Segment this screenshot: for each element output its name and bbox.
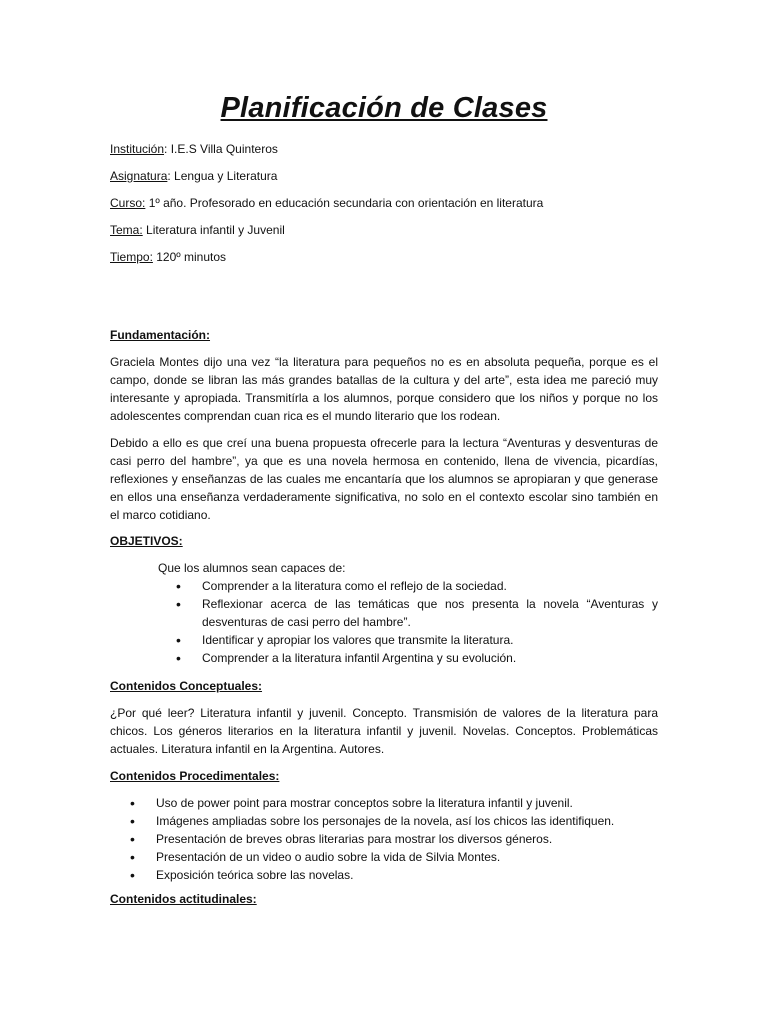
list-item xyxy=(130,866,658,884)
list-item xyxy=(130,794,658,812)
bullet-icon: • xyxy=(176,596,181,612)
contenidos-conceptuales-text: ¿Por qué leer? Literatura infantil y juvenil. Concepto. Transmisión de valores de la literatura para chicos. Los géneros literarios en la literatura infantil y juvenil. Novelas. Conceptos. Problemáticas actuales. Literatura infantil en la Argentina. Autores. xyxy=(110,706,658,756)
list-item xyxy=(130,830,658,848)
bullet-icon: • xyxy=(176,632,181,648)
field-asignatura: Asignatura: Lengua y Literatura xyxy=(110,169,278,183)
heading-contenidos-actitudinales: Contenidos actitudinales: xyxy=(110,892,257,906)
field-label: Curso: xyxy=(110,196,146,210)
field-value: 1º año. Profesorado en educación secundaria con orientación en literatura xyxy=(148,196,544,210)
list-item-text: Identificar y apropiar los valores que transmite la literatura. xyxy=(202,633,514,647)
field-label: Institución xyxy=(110,142,165,156)
list-item-text: Comprender a la literatura infantil Argentina y su evolución. xyxy=(202,651,517,665)
list-item xyxy=(176,595,658,631)
list-item xyxy=(176,649,658,667)
bullet-icon: • xyxy=(130,867,135,883)
list-item-text: Presentación de un video o audio sobre la vida de Silvia Montes. xyxy=(156,850,501,864)
list-item xyxy=(176,577,658,595)
list-item xyxy=(130,812,658,830)
list-item-text: Imágenes ampliadas sobre los personajes de la novela, así los chicos las identifiquen. xyxy=(156,814,615,828)
objetivos-list xyxy=(176,577,658,667)
page-title: Planificación de Clases xyxy=(220,92,548,124)
fundamentacion-paragraph: Graciela Montes dijo una vez “la literatura para pequeños no es en absoluta pequeña, porque es el campo, donde se libran las más grandes batallas de la cultura y del arte”, esta idea me pareció muy interesante y apropiada. Transmitírla a los alumnos, porque considero que los niños y porque no los adolescentes comprendan cuan rica es el mundo literario que los rodean. xyxy=(110,355,658,423)
heading-contenidos-procedimentales: Contenidos Procedimentales: xyxy=(110,769,280,783)
field-value: Lengua y Literatura xyxy=(174,169,278,183)
heading-objetivos: OBJETIVOS: xyxy=(110,534,183,548)
field-tema xyxy=(110,221,658,239)
list-item-text: Exposición teórica sobre las novelas. xyxy=(156,868,354,882)
fundamentacion-paragraph: Debido a ello es que creí una buena propuesta ofrecerle para la lectura “Aventuras y desventuras de casi perro del hambre”, ya que es una novela hermosa en contenido, llena de vivencia, picardías, reflexiones y enseñanzas de las cuales me encantaría que los alumnos se apropiaran y que generase en ellos una enseñanza verdaderamente significativa, no solo en el contexto escolar sino también en el marco cotidiano. xyxy=(110,436,658,522)
list-item-text: Uso de power point para mostrar conceptos sobre la literatura infantil y juvenil. xyxy=(156,796,573,810)
bullet-icon: • xyxy=(130,831,135,847)
procedimentales-list xyxy=(130,794,658,884)
list-item-text: Comprender a la literatura como el reflejo de la sociedad. xyxy=(202,579,507,593)
heading-contenidos-conceptuales: Contenidos Conceptuales: xyxy=(110,679,263,693)
bullet-icon: • xyxy=(130,813,135,829)
field-label: Tiempo: xyxy=(110,250,153,264)
field-value: I.E.S Villa Quinteros xyxy=(170,142,278,156)
field-label: Asignatura xyxy=(110,169,168,183)
field-tiempo xyxy=(110,248,658,266)
bullet-icon: • xyxy=(176,578,181,594)
bullet-icon: • xyxy=(130,795,135,811)
field-label: Tema: xyxy=(110,223,143,237)
heading-fundamentacion: Fundamentación: xyxy=(110,328,211,342)
list-item xyxy=(176,631,658,649)
field-value: 120º minutos xyxy=(156,250,227,264)
field-institucion: Institución: I.E.S Villa Quinteros xyxy=(110,142,278,156)
list-item xyxy=(130,848,658,866)
field-curso xyxy=(110,194,658,212)
field-value: Literatura infantil y Juvenil xyxy=(146,223,285,237)
list-item-text: Presentación de breves obras literarias para mostrar los diversos géneros. xyxy=(156,832,553,846)
objetivos-intro: Que los alumnos sean capaces de: xyxy=(158,561,346,575)
bullet-icon: • xyxy=(130,849,135,865)
bullet-icon: • xyxy=(176,650,181,666)
list-item-text: Reflexionar acerca de las temáticas que nos presenta la novela “Aventuras y desventuras de casi perro del hambre”. xyxy=(202,597,658,629)
